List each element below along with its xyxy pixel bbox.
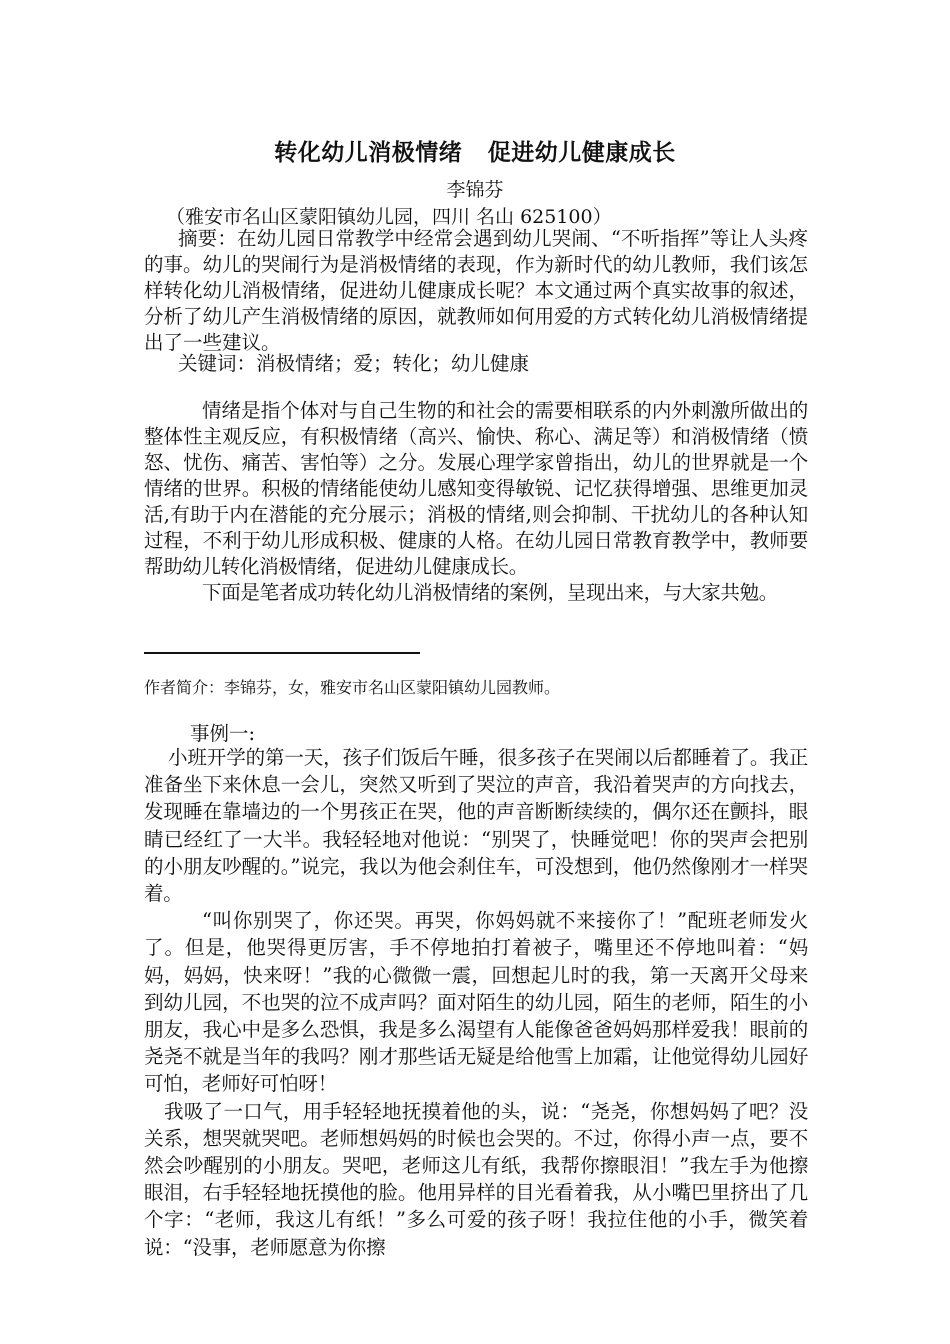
case-paragraph: 我吸了一口气，用手轻轻地抚摸着他的头，说：“尧尧，你想妈妈了吧？没关系，想哭就哭吧。老师想妈妈的时候也会哭的。不过，你得小声一点，要不然会吵醒别的小朋友。哭吧，老师这儿有纸，我帮你擦眼泪！”我左手为他擦眼泪，右手轻轻地抚摸他的脸。他用异样的目光看着我，从小嘴巴里挤出了几个字：“老师，我这儿有纸！”多么可爱的孩子呀！我拉住他的小手，微笑着说：“没事，老师愿意为你擦 — [144, 1099, 808, 1259]
intro-section — [144, 398, 808, 606]
case-paragraph: “叫你别哭了，你还哭。再哭，你妈妈就不来接你了！”配班老师发火了。但是，他哭得更厉害，手不停地拍打着被子，嘴里还不停地叫着：“妈妈，妈妈，快来呀！”我的心微微一震，回想起儿时的我，第一天离开父母来到幼儿园，不也哭的泣不成声吗？面对陌生的幼儿园，陌生的老师，陌生的小朋友，我心中是多么恐惧，我是多么渴望有人能像爸爸妈妈那样爱我！眼前的尧尧不就是当年的我吗？刚才那些话无疑是给他雪上加霜，让他觉得幼儿园好可怕，老师好可怕呀！ — [144, 909, 808, 1096]
case-section — [144, 744, 808, 1261]
intro-paragraph: 下面是笔者成功转化幼儿消极情绪的案例，呈现出来，与大家共勉。 — [202, 581, 779, 604]
keywords: 关键词：消极情绪；爱；转化；幼儿健康 — [178, 352, 530, 375]
intro-paragraph: 情绪是指个体对与自己生物的和社会的需要相联系的内外刺激所做出的整体性主观反应，有积极情绪（高兴、愉快、称心、满足等）和消极情绪（愤怒、忧伤、痛苦、害怕等）之分。发展心理学家曾指出，幼儿的世界就是一个情绪的世界。积极的情绪能使幼儿感知变得敏锐、记忆获得增强、思维更加灵活,有助于内在潜能的充分展示；消极的情绪,则会抑制、干扰幼儿的各种认知过程，不利于幼儿形成积极、健康的人格。在幼儿园日常教育教学中，教师要帮助幼儿转化消极情绪，促进幼儿健康成长。 — [144, 399, 808, 578]
abstract — [144, 226, 808, 356]
case-heading: 事例一: — [190, 722, 256, 745]
author-name: 李锦芬 — [446, 179, 504, 201]
footnote-divider — [144, 652, 420, 654]
article-title: 转化幼儿消极情绪 促进幼儿健康成长 — [274, 139, 676, 166]
author-footnote: 作者简介：李锦芬，女，雅安市名山区蒙阳镇幼儿园教师。 — [144, 678, 561, 697]
abstract-text: 摘要：在幼儿园日常教学中经常会遇到幼儿哭闹、“不听指挥”等让人头疼的事。幼儿的哭闹行为是消极情绪的表现，作为新时代的幼儿教师，我们该怎样转化幼儿消极情绪，促进幼儿健康成长呢？本文通过两个真实故事的叙述，分析了幼儿产生消极情绪的原因，就教师如何用爱的方式转化幼儿消极情绪提出了一些建议。 — [144, 227, 808, 354]
author-affiliation: （雅安市名山区蒙阳镇幼儿园，四川 名山 625100） — [166, 206, 612, 228]
case-paragraph: 小班开学的第一天，孩子们饭后午睡，很多孩子在哭闹以后都睡着了。我正准备坐下来休息一会儿，突然又听到了哭泣的声音，我沿着哭声的方向找去，发现睡在靠墙边的一个男孩正在哭，他的声音断断续续的，偶尔还在颤抖，眼睛已经红了一大半。我轻轻地对他说：“别哭了，快睡觉吧！你的哭声会把别的小朋友吵醒的。”说完，我以为他会刹住车，可没想到，他仍然像刚才一样哭着。 — [144, 746, 808, 906]
